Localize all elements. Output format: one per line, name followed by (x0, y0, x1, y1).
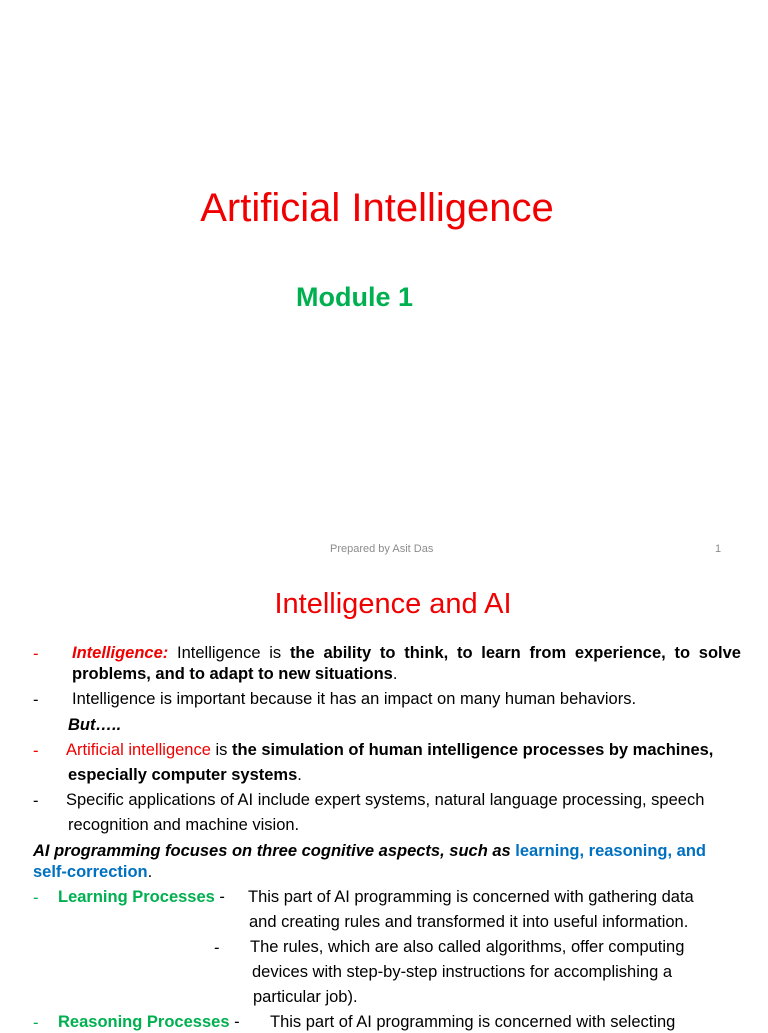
but-text: But….. (68, 716, 122, 734)
reasoning-line1: This part of AI programming is concerned with selecting (270, 1013, 676, 1031)
intelligence-definition-line1 (72, 643, 741, 663)
intelligence-definition-line2 (72, 664, 397, 684)
ai-definition-line1 (66, 740, 713, 760)
learning-sub-line1: The rules, which are also called algorithms, offer computing (250, 938, 685, 956)
slide-title: Intelligence and AI (274, 588, 512, 620)
ai-definition-line2 (68, 765, 302, 785)
bullet-dash: - (33, 742, 39, 760)
focus-line1 (33, 841, 706, 861)
learning-line2: and creating rules and transformed it into useful information. (249, 913, 689, 931)
slide-title: Artificial Intelligence (200, 186, 554, 230)
bullet-dash: - (33, 1014, 39, 1032)
applications-line2: recognition and machine vision. (68, 816, 300, 834)
footer-author: Prepared by Asit Das (330, 543, 434, 555)
separator: - (229, 1013, 240, 1031)
bullet-dash: - (33, 889, 39, 907)
page-number: 1 (715, 543, 722, 555)
definition-text: Intelligence is (168, 644, 290, 662)
definition-bold: problems, and to adapt to new situations (72, 665, 393, 683)
term-artificial-intelligence: Artificial intelligence (66, 741, 211, 759)
bullet-dash: - (214, 939, 220, 957)
module-subtitle: Module 1 (296, 282, 414, 312)
learning-sub-line2: devices with step-by-step instructions for accomplishing a (252, 963, 673, 981)
importance-text: Intelligence is important because it has an impact on many human behaviors. (72, 690, 637, 708)
content-slide (0, 576, 768, 1032)
definition-bold: the simulation of human intelligence processes by machines, (232, 741, 714, 759)
learning-line1: This part of AI programming is concerned with gathering data (248, 888, 694, 906)
reasoning-label: Reasoning Processes (58, 1013, 230, 1031)
definition-text: is (210, 741, 232, 759)
applications-line1: Specific applications of AI include expert systems, natural language processing, speech (66, 791, 705, 809)
definition-bold: the ability to think, to learn from experience, to solve (289, 644, 741, 662)
focus-highlight: self-correction (33, 863, 148, 881)
period: . (147, 863, 153, 881)
focus-text: AI programming focuses on three cognitive aspects, such as (33, 842, 516, 860)
learning-label-row (58, 887, 225, 907)
definition-bold: especially computer systems (68, 766, 298, 784)
reasoning-label-row (58, 1012, 240, 1032)
term-intelligence: Intelligence: (72, 644, 169, 662)
focus-line2 (33, 862, 152, 882)
learning-label: Learning Processes (58, 888, 215, 906)
period: . (392, 665, 398, 683)
bullet-dash: - (33, 691, 39, 709)
period: . (297, 766, 302, 784)
bullet-dash: - (33, 792, 39, 810)
learning-sub-line3: particular job). (253, 988, 358, 1006)
separator: - (214, 888, 225, 906)
bullet-dash: - (33, 645, 39, 663)
focus-highlight: learning, reasoning, and (515, 842, 706, 860)
